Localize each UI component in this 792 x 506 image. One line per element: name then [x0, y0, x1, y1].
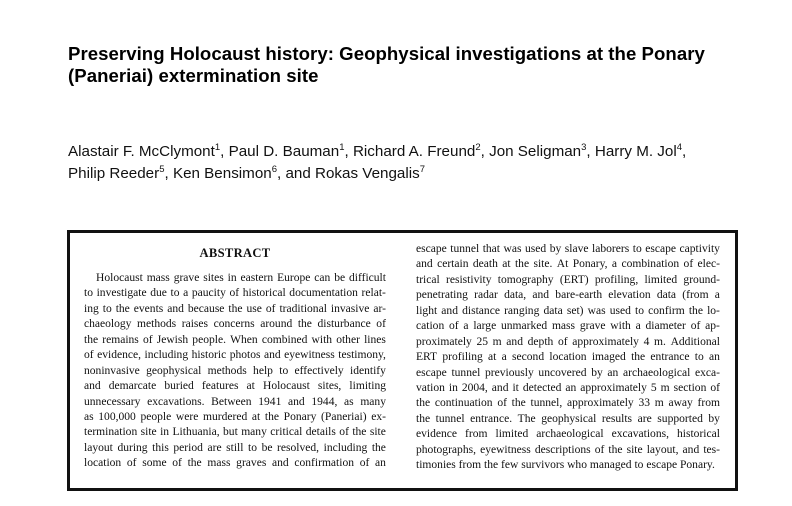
- affiliation-mark: 1: [214, 142, 221, 153]
- author: [68, 165, 173, 182]
- abstract-line: location of some of the mass graves and confirmation of an: [84, 457, 386, 470]
- author-separator: ,: [586, 143, 595, 160]
- abstract-line: of evidence, including historic photos and eyewitness testimony,: [84, 349, 386, 362]
- affiliation-mark: 2: [475, 142, 481, 153]
- abstract-line: to investigate due to a paucity of historical documentation relat-: [84, 287, 386, 300]
- abstract-line: noninvasive geophysical methods help to effectively identify: [84, 364, 386, 377]
- abstract-line: the continuation of the tunnel, approximately 33 m away from: [416, 397, 720, 410]
- author-separator: ,: [220, 143, 229, 160]
- abstract-line: chaeology methods raises concerns around the disturbance of: [84, 318, 386, 331]
- abstract-line: penetrating radar data, and bare-earth elevation data (from a: [416, 289, 720, 302]
- abstract-line: evidence from limited archaeological excavations, historical: [416, 428, 720, 441]
- abstract-line: the remains of Jewish people. When combined with other lines: [84, 333, 386, 346]
- abstract-line: timonies from the few survivors who managed to escape Ponary.: [416, 459, 715, 472]
- abstract-line: photographs, eyewitness descriptions of the site layout, and tes-: [416, 443, 720, 456]
- affiliation-mark: 5: [159, 164, 165, 175]
- author: [173, 165, 315, 182]
- abstract-line: Holocaust mass grave sites in eastern Europe can be difficult: [96, 272, 386, 284]
- affiliation-mark: 3: [581, 142, 587, 153]
- affiliation-mark: 4: [676, 142, 683, 153]
- abstract-line: layout during this period are still to be resolved, including the: [84, 441, 386, 454]
- author-name: Richard A. Freund: [352, 143, 476, 160]
- affiliation-mark: 7: [419, 164, 426, 175]
- abstract-left-column: [84, 243, 386, 472]
- abstract-line: and certain death at the site. At Ponary, a combination of elec-: [416, 258, 720, 271]
- author-name: Alastair F. McClymont: [68, 143, 215, 160]
- abstract-line: the tunnel entrance. The geophysical results are supported by: [416, 412, 720, 425]
- affiliation-mark: 1: [339, 142, 345, 153]
- abstract-box: [67, 230, 738, 491]
- abstract-line: cation of a large unmarked mass grave with a diameter of ap-: [416, 320, 720, 333]
- abstract-heading: ABSTRACT: [199, 246, 271, 260]
- abstract-line: ERT profiling at a second location imaged the entrance to an: [416, 351, 720, 364]
- author-separator: ,: [480, 143, 490, 160]
- author-separator: ,: [682, 143, 687, 160]
- abstract-left-text: [84, 271, 386, 472]
- title-line: Preserving Holocaust history: Geophysical investigations at the Ponary: [68, 43, 705, 64]
- abstract-line: escape tunnel that was used by slave laborers to escape captivity: [416, 243, 720, 255]
- author: [68, 143, 229, 160]
- abstract-line: and demarcate buried features at Holocaust sites, limiting: [84, 380, 386, 393]
- abstract-line: unnecessary excavations. Between 1941 and 1944, as many: [84, 395, 386, 408]
- paper-title: [68, 43, 748, 86]
- abstract-line: termination site in Lithuania, but many critical details of the site: [84, 426, 386, 439]
- abstract-line: light and distance ranging data set) was used to confirm the lo-: [416, 304, 720, 317]
- abstract-line: trical resistivity tomography (ERT) profiling, limited ground-: [416, 273, 720, 286]
- abstract-right-column: [416, 242, 720, 474]
- author: [353, 143, 489, 160]
- author-name: Harry M. Jol: [594, 143, 677, 160]
- abstract-right-text: [416, 242, 720, 474]
- author: [489, 143, 595, 160]
- author: [595, 143, 686, 160]
- author-separator: , and: [277, 165, 316, 182]
- author-separator: ,: [164, 165, 173, 182]
- author: [229, 143, 353, 160]
- abstract-line: as 100,000 people were murdered at the Ponary (Paneriai) ex-: [84, 410, 386, 423]
- author-name: Philip Reeder: [68, 165, 160, 182]
- abstract-line: proximately 25 m and depth of approximately 4 m. Additional: [416, 335, 720, 348]
- affiliation-mark: 6: [271, 164, 278, 175]
- author-list: [68, 141, 768, 185]
- author-name: Paul D. Bauman: [228, 143, 340, 160]
- author-name: Ken Bensimon: [172, 165, 272, 182]
- author-name: Rokas Vengalis: [315, 165, 420, 182]
- author: [315, 165, 425, 182]
- author-name: Jon Seligman: [489, 143, 582, 160]
- abstract-line: ing to the events and because the use of traditional invasive ar-: [84, 302, 386, 315]
- author-separator: ,: [344, 143, 353, 160]
- abstract-line: escape tunnel previously uncovered by an archaeological exca-: [416, 366, 720, 379]
- abstract-line: vation in 2004, and it detected an approximately 5 m section of: [416, 381, 720, 394]
- title-line: (Paneriai) extermination site: [68, 64, 319, 86]
